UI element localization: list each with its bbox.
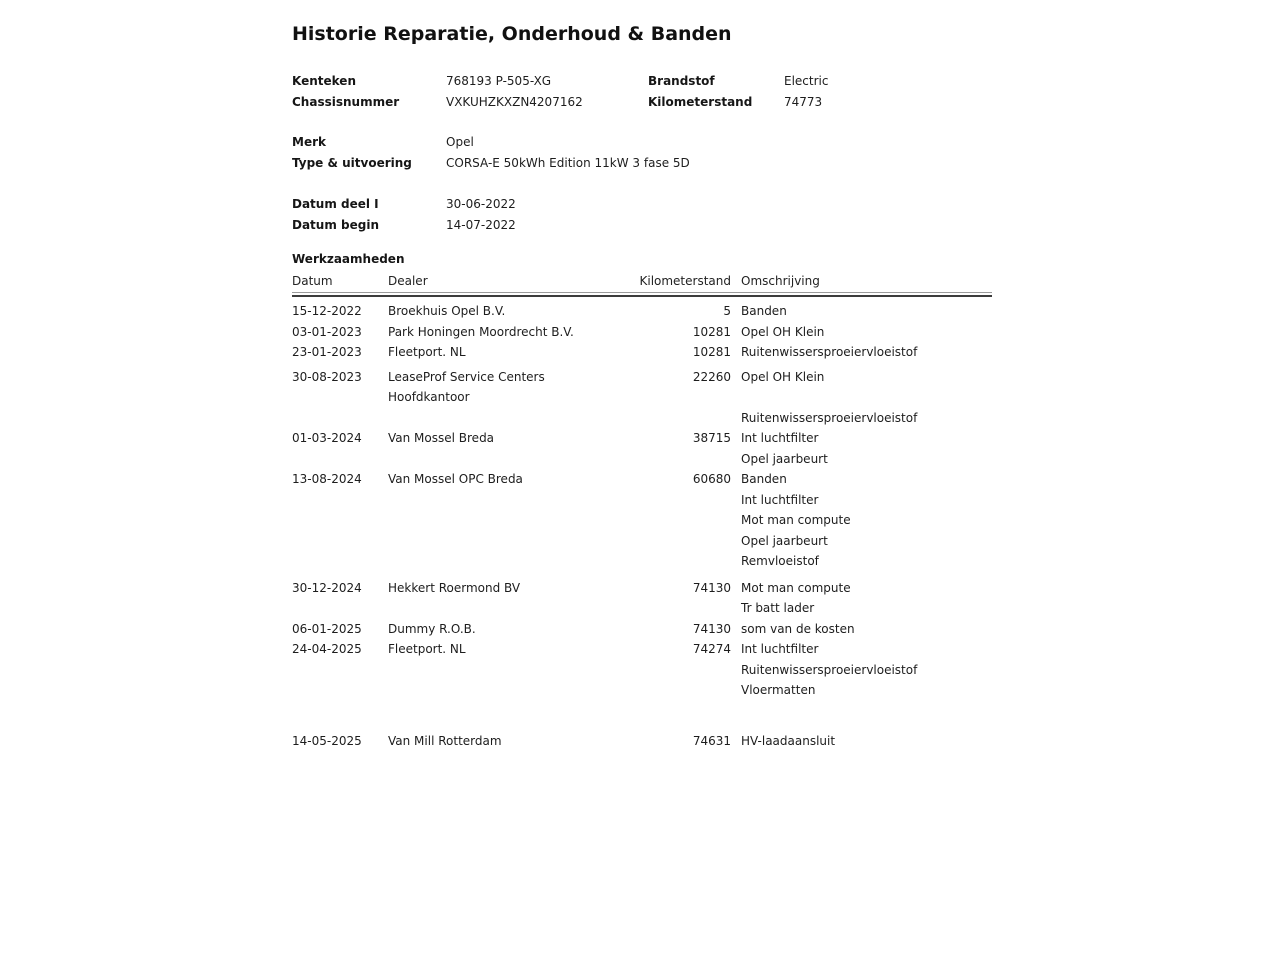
cell-datum: 14-05-2025 — [292, 733, 362, 748]
header-rule-thin — [292, 292, 992, 293]
datum-begin-value: 14-07-2022 — [446, 218, 516, 232]
type-uitvoering-value: CORSA-E 50kWh Edition 11kW 3 fase 5D — [446, 156, 690, 170]
cell-omschrijving: Vloermatten — [741, 683, 816, 697]
datum-deel-1-label: Datum deel I — [292, 197, 379, 211]
table-row — [292, 469, 992, 572]
col-header-kilometerstand: Kilometerstand — [639, 274, 731, 288]
info-row-merk — [292, 132, 992, 153]
cell-dealer: Dummy R.O.B. — [388, 621, 476, 636]
cell-km: 10281 — [692, 345, 731, 359]
cell-km: 74130 — [692, 621, 731, 636]
kenteken-value: 768193 P-505-XG — [446, 74, 552, 88]
table-row — [292, 342, 992, 363]
vehicle-id-block — [292, 71, 992, 113]
cell-omschrijving: Mot man compute — [741, 513, 851, 527]
cell-omschrijving: Opel OH Klein — [741, 324, 825, 339]
cell-omschrijving: HV-laadaansluit — [741, 733, 836, 748]
table-header — [292, 274, 992, 292]
cell-omschrijving: Ruitenwissersproeiervloeistof — [741, 662, 918, 677]
datum-begin-label: Datum begin — [292, 218, 379, 232]
cell-km: 74274 — [692, 642, 731, 656]
page-title: Historie Reparatie, Onderhoud & Banden — [292, 23, 732, 45]
table-row — [292, 301, 992, 322]
cell-datum: 24-04-2025 — [292, 642, 362, 656]
cell-dealer: Hekkert Roermond BV — [388, 580, 521, 595]
table-row — [292, 367, 992, 429]
cell-km: 5 — [723, 304, 731, 318]
cell-dealer: Van Mossel Breda — [388, 431, 495, 445]
col-header-omschrijving: Omschrijving — [741, 274, 820, 288]
table-row — [292, 428, 992, 469]
table-row — [292, 639, 992, 701]
cell-datum: 15-12-2022 — [292, 304, 362, 318]
type-uitvoering-label: Type & uitvoering — [292, 156, 412, 170]
cell-dealer: Fleetport. NL — [388, 642, 466, 656]
cell-omschrijving: som van de kosten — [741, 621, 855, 636]
cell-km: 74130 — [692, 580, 731, 595]
dates-block — [292, 194, 992, 236]
info-row-type-uitvoering — [292, 153, 992, 174]
cell-dealer: LeaseProf Service Centers — [388, 369, 545, 384]
cell-omschrijving: Ruitenwissersproeiervloeistof — [741, 345, 918, 359]
table-row — [292, 578, 992, 619]
cell-omschrijving: Opel jaarbeurt — [741, 533, 828, 548]
brandstof-label: Brandstof — [648, 74, 715, 88]
cell-datum: 30-08-2023 — [292, 369, 362, 384]
cell-omschrijving: Int luchtfilter — [741, 492, 819, 507]
cell-omschrijving: Remvloeistof — [741, 554, 819, 568]
cell-km: 38715 — [692, 431, 731, 445]
datum-deel-1-value: 30-06-2022 — [446, 197, 516, 211]
cell-omschrijving: Banden — [741, 304, 787, 318]
cell-omschrijving: Opel jaarbeurt — [741, 451, 828, 466]
cell-dealer: Park Honingen Moordrecht B.V. — [388, 324, 574, 339]
cell-omschrijving: Banden — [741, 472, 787, 486]
info-row-kenteken — [292, 71, 992, 92]
cell-omschrijving: Tr batt lader — [741, 601, 815, 615]
table-row — [292, 619, 992, 640]
cell-datum: 13-08-2024 — [292, 472, 362, 486]
info-row-chassisnummer — [292, 92, 992, 113]
kenteken-label: Kenteken — [292, 74, 356, 88]
cell-datum: 23-01-2023 — [292, 345, 362, 359]
cell-dealer: Fleetport. NL — [388, 345, 466, 359]
kilometerstand-label: Kilometerstand — [648, 95, 753, 109]
werkzaamheden-heading: Werkzaamheden — [292, 252, 405, 266]
report-page — [292, 24, 992, 751]
table-row — [292, 731, 992, 752]
cell-km: 10281 — [692, 324, 731, 339]
cell-omschrijving: Int luchtfilter — [741, 431, 819, 445]
cell-omschrijving: Ruitenwissersproeiervloeistof — [741, 410, 918, 425]
col-header-datum: Datum — [292, 274, 333, 288]
vehicle-model-block — [292, 132, 992, 174]
table-row — [292, 322, 992, 343]
cell-omschrijving: Int luchtfilter — [741, 642, 819, 656]
cell-dealer: Van Mossel OPC Breda — [388, 472, 523, 486]
cell-datum: 01-03-2024 — [292, 431, 362, 445]
brandstof-value: Electric — [784, 74, 829, 88]
cell-dealer-line2: Hoofdkantoor — [388, 390, 470, 404]
cell-dealer: Broekhuis Opel B.V. — [388, 304, 506, 318]
cell-datum: 30-12-2024 — [292, 580, 362, 595]
cell-km: 22260 — [692, 369, 731, 384]
info-row-datum-begin — [292, 215, 992, 236]
cell-km: 60680 — [692, 472, 731, 486]
cell-dealer: Van Mill Rotterdam — [388, 733, 502, 748]
cell-datum: 03-01-2023 — [292, 324, 362, 339]
cell-omschrijving-spacer — [741, 387, 985, 408]
merk-value: Opel — [446, 135, 474, 149]
cell-omschrijving: Mot man compute — [741, 580, 851, 595]
col-header-dealer: Dealer — [388, 274, 428, 288]
cell-km: 74631 — [692, 733, 731, 748]
history-table — [292, 274, 992, 751]
cell-datum: 06-01-2025 — [292, 621, 362, 636]
chassisnummer-value: VXKUHZKXZN4207162 — [446, 95, 583, 109]
kilometerstand-value: 74773 — [784, 95, 823, 109]
chassisnummer-label: Chassisnummer — [292, 95, 400, 109]
merk-label: Merk — [292, 135, 326, 149]
info-row-datum-deel-1 — [292, 194, 992, 215]
cell-omschrijving: Opel OH Klein — [741, 369, 825, 384]
table-body — [292, 297, 992, 751]
